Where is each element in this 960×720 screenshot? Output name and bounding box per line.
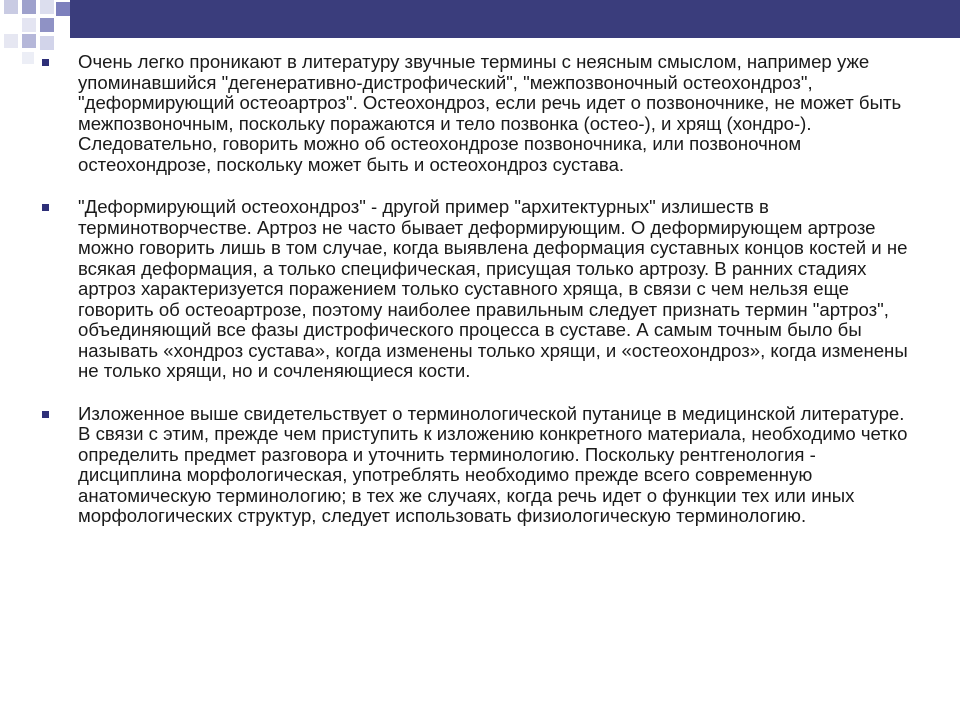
deco-square [22,18,36,32]
deco-square [22,0,36,14]
deco-square [40,18,54,32]
header-bar [70,0,960,38]
bullet-square-icon [42,59,49,66]
bullet-item [40,197,920,382]
bullet-square-icon [42,411,49,418]
deco-square [4,0,18,14]
bullet-item [40,404,920,527]
slide-content [40,52,920,549]
deco-square [56,2,70,16]
bullet-text: Изложенное выше свидетельствует о терминологической путанице в медицинской литературе. В связи с этим, прежде чем приступить к изложению конкретного материала, необходимо четко определить предмет разговора и уточнить терминологию. Поскольку рентгенология - дисциплина морфологическая, употреблять необходимо прежде всего современную анатомическую терминологию; в тех же случаях, когда речь идет о функции тех или иных морфологических структур, следует использовать физиологическую терминологию. [78,402,908,526]
bullet-square-icon [42,204,49,211]
deco-square [40,36,54,50]
bullet-text: "Деформирующий остеохондроз" - другой пример "архитектурных" излишеств в терминотворчестве. Артроз не часто бывает деформирующим. О деформирующем артрозе можно говорить лишь в том случае, когда выявлена деформация суставных концов костей и не всякая деформация, а только специфическая, присущая только артрозу. В ранних стадиях артроз характеризуется поражением только суставного хряща, в связи с чем нельзя еще говорить об остеоартрозе, поэтому наиболее правильным следует признать термин "артроз", объединяющий все фазы дистрофического процесса в суставе. А самым точным было бы называть «хондроз сустава», когда изменены только хрящи, и «остеохондроз», когда изменены не только хрящи, но и сочленяющиеся кости. [78,196,908,381]
bullet-item [40,52,920,175]
deco-square [22,34,36,48]
deco-square [4,34,18,48]
deco-square [40,0,54,14]
bullet-text: Очень легко проникают в литературу звучные термины с неясным смыслом, например уже упоминавшийся "дегенеративно-дистрофический", "межпозвоночный остеохондроз", "деформирующий остеоартроз". Остеохондроз, если речь идет о позвоночнике, не может быть межпозвоночным, поскольку поражаются и тело позвонка (остео-), и хрящ (хондро-). Следовательно, говорить можно об остеохондрозе позвоночника, или позвоночном остеохондрозе, поскольку может быть и остеохондроз сустава. [78,51,902,175]
deco-square [22,52,34,64]
